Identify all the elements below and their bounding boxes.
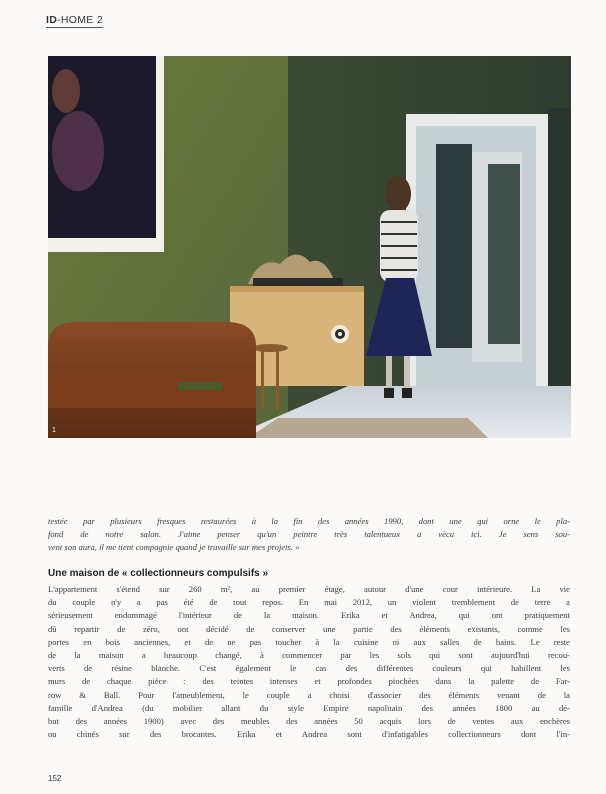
quote-paragraph [48, 515, 570, 555]
interior-photo [48, 56, 571, 438]
brand-id: ID [46, 14, 58, 26]
body-line: L'appartement s'étend sur 260 m², au premier étage, autour d'une cour intérieure. La vie [48, 584, 570, 594]
photo-number: 1 [52, 427, 56, 434]
interior-photo-illustration [48, 56, 571, 438]
body-line: row & Ball. Pour l'ameublement, le couple a choisi d'associer des éléments venant de la [48, 689, 570, 700]
body-line: ou chinés sur des brocantes. Erika et Andrea sont d'infatigables collectionneurs dont l'in- [48, 729, 570, 740]
header-rule [46, 27, 103, 28]
section-name: -HOME 2 [57, 14, 103, 26]
quote-line: fond de notre salon. J'aime penser qu'un peintre très talentueux a vécu ici. Je sens sou- [48, 529, 570, 540]
body-line: de la maison a beaucoup changé, à commencer par les sols qui sont aujourd'hui recou- [48, 650, 570, 661]
page-number: 152 [48, 774, 62, 783]
body-line: murs de chaque pièce : des teintes intenses et profondes piochées dans la palette de Far- [48, 676, 570, 687]
magazine-header [46, 14, 103, 26]
quote-line: vent son aura, il me tient compagnie quand je travaille sur mes projets. » [48, 542, 300, 553]
body-line: verts de résine blanche. C'est également le cas des différentes couleurs qui habillent les [48, 663, 570, 674]
body-paragraph [48, 583, 570, 741]
body-line: famille d'Andrea (du mobilier allant du style Empire napolitain des années 1800 au dé- [48, 702, 570, 713]
body-line: sérieusement endommagé l'intérieur de la maison. Erika et Andrea, qui ont pratiquement [48, 610, 570, 621]
section-heading: Une maison de « collectionneurs compulsifs » [48, 568, 269, 579]
body-line: du couple n'y a pas été de tout repos. En mai 2012, un violent tremblement de terre a [48, 597, 570, 608]
body-line: portes en bois anciennes, et de ne pas toucher à la cuisine ni aux salles de bains. Le reste [48, 636, 570, 647]
quote-line: testée par plusieurs fresques restaurées à la fin des années 1990, dont une qui orne le pla- [48, 516, 570, 526]
body-line: dû repartir de zéro, ont décidé de conserver une partie des éléments existants, comme les [48, 623, 570, 634]
body-line: but des années 1900) avec des meubles des années 50 acquis lors de ventes aux enchères [48, 716, 570, 727]
